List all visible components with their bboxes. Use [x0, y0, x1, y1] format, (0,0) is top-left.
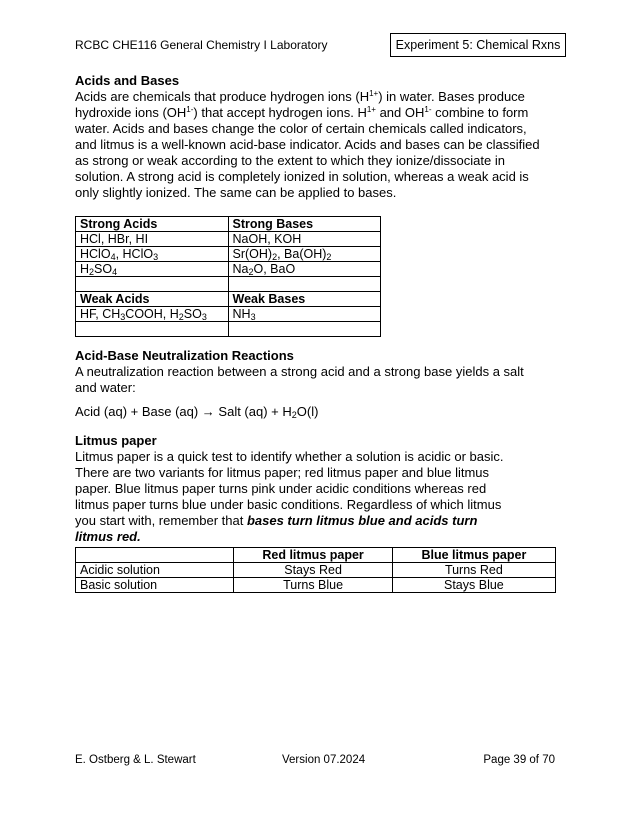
section-heading-acids-bases: Acids and Bases — [75, 73, 180, 88]
experiment-title-box: Experiment 5: Chemical Rxns — [390, 33, 566, 57]
table-cell: HCl, HBr, HI — [76, 232, 229, 247]
table-header-cell — [76, 548, 234, 563]
footer-version: Version 07.2024 — [282, 754, 366, 766]
table-cell: $Sr(OH)_2$, $Ba(OH)_2$ — [228, 247, 381, 262]
table-cell: Basic solution — [76, 578, 234, 593]
table-row — [76, 578, 556, 593]
table-cell: NaOH, KOH — [228, 232, 381, 247]
table-row — [76, 232, 381, 247]
strong-bases-header: Strong Bases — [228, 217, 381, 232]
table-cell: $NH_3$ — [228, 307, 381, 322]
table-cell: HClO$_4$, HClO$_3$ — [76, 247, 229, 262]
table-header-cell: Red litmus paper — [234, 548, 392, 563]
table-cell: Stays Red — [234, 563, 392, 578]
table-cell — [76, 322, 229, 337]
table-header-cell: Blue litmus paper — [392, 548, 555, 563]
neutralization-equation: Acid (aq) + Base (aq) → Salt $(aq) + H_2O(l)$ — [75, 404, 319, 420]
acids-bases-paragraph: Acids are chemicals that produce hydrogen ions $(H^{1+})$ in water. Bases produce hydroxide ions $(OH^{1-})$ that accept hydrogen ions. $H^{1+}$ and $OH^{1-}$ combine to form water. Acids and bases change the color of certain chemicals called indicators, and litmus is a well-known acid-base indicator. Acids and bases can be classified as strong or weak according to the extent to which they ionize/dissociate in solution. A strong acid is completely ionized in solution, whereas a weak acid is only slightly ionized. The same can be applied to bases. — [75, 89, 540, 200]
table-row — [76, 247, 381, 262]
table-row — [76, 307, 381, 322]
course-title: RCBC CHE116 General Chemistry I Laboratory — [75, 38, 328, 52]
table-row — [76, 548, 556, 563]
litmus-table — [75, 547, 556, 593]
strong-acids-header: Strong Acids — [76, 217, 229, 232]
litmus-emphasis: bases turn litmus blue and acids turn litmus red. — [75, 513, 478, 544]
table-cell: $H_2SO_4$ — [76, 262, 229, 277]
table-row — [76, 262, 381, 277]
acids-bases-table — [75, 216, 381, 337]
weak-acids-header: Weak Acids — [76, 292, 229, 307]
table-row — [76, 563, 556, 578]
table-cell — [228, 277, 381, 292]
table-row — [76, 292, 381, 307]
table-cell: $Na_2O$, BaO — [228, 262, 381, 277]
footer-authors: E. Ostberg & L. Stewart — [75, 754, 196, 766]
section-heading-litmus: Litmus paper — [75, 433, 157, 448]
table-row — [76, 217, 381, 232]
table-cell — [228, 322, 381, 337]
table-row — [76, 277, 381, 292]
table-cell: HF, $CH_3COOH$, $H_2SO_3$ — [76, 307, 229, 322]
weak-bases-header: Weak Bases — [228, 292, 381, 307]
table-cell: Acidic solution — [76, 563, 234, 578]
section-heading-neutralization: Acid-Base Neutralization Reactions — [75, 348, 294, 363]
neutralization-paragraph: A neutralization reaction between a strong acid and a strong base yields a salt and water: — [75, 364, 524, 395]
table-cell: Turns Red — [392, 563, 555, 578]
table-row — [76, 322, 381, 337]
table-cell — [76, 277, 229, 292]
litmus-paragraph: Litmus paper is a quick test to identify whether a solution is acidic or basic. There are two variants for litmus paper; red litmus paper and blue litmus paper. Blue litmus paper turns pink under acidic conditions whereas red litmus paper turns blue under basic conditions. Regardless of which litmus you start with, remember that bases turn litmus blue and acids turn litmus red. — [75, 449, 504, 544]
footer-page-number: Page 39 of 70 — [483, 754, 555, 766]
table-cell: Stays Blue — [392, 578, 555, 593]
table-cell: Turns Blue — [234, 578, 392, 593]
